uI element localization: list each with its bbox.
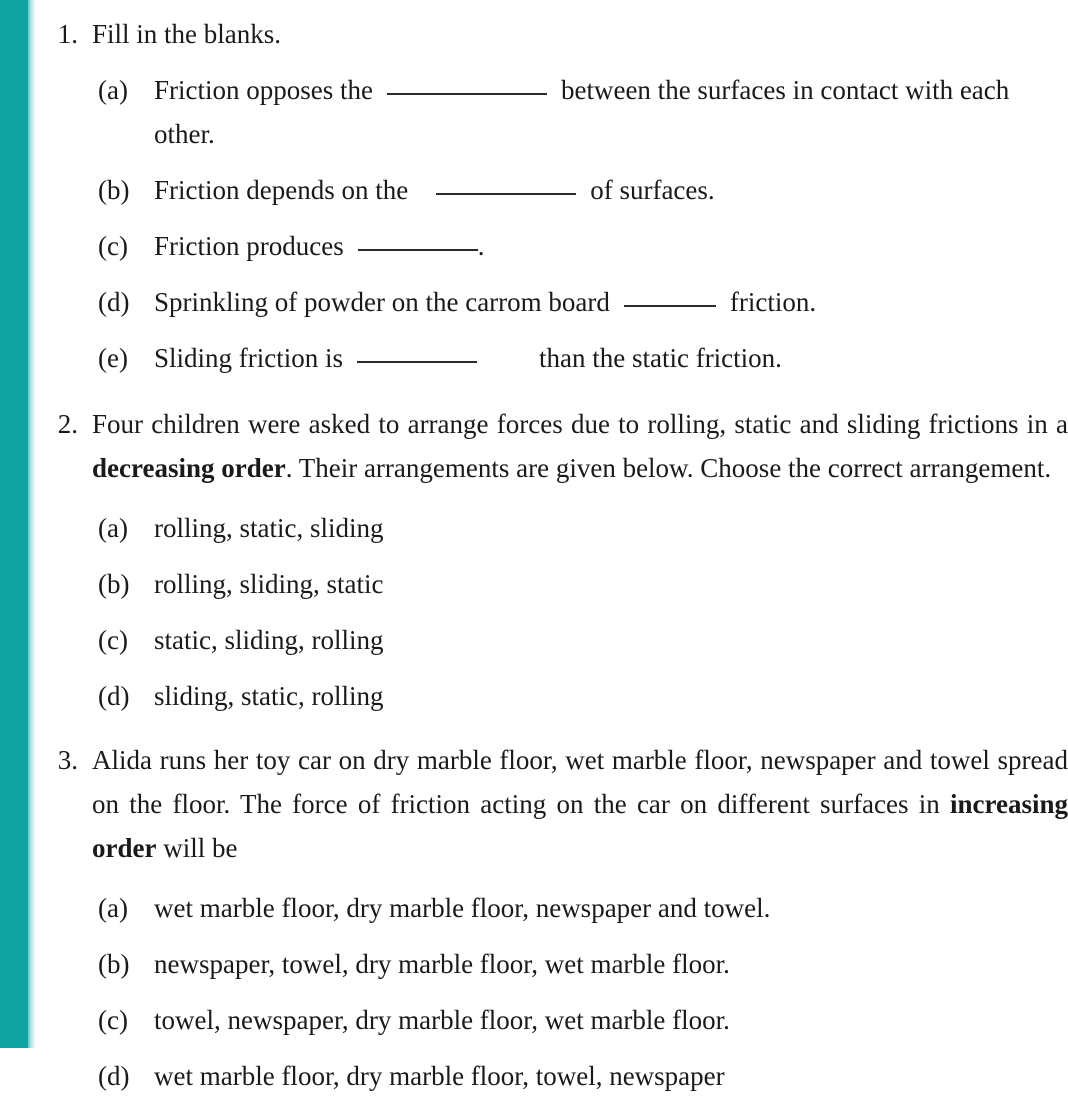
question-3-stem-emphasis: increasing order (92, 789, 1068, 863)
option-text: sliding, static, rolling (154, 681, 384, 711)
option-text (154, 168, 1068, 212)
option-letter: (d) (98, 1061, 130, 1091)
option-text: rolling, sliding, static (154, 569, 384, 599)
option-text: newspaper, towel, dry marble floor, wet marble floor. (154, 949, 730, 979)
question-2-stem-emphasis: decreasing order (92, 453, 286, 483)
question-1-body (92, 12, 1068, 380)
question-1-option-c[interactable] (92, 224, 1068, 268)
option-text: rolling, static, sliding (154, 513, 384, 543)
question-2-option-c[interactable] (92, 618, 1068, 662)
option-letter: (d) (98, 287, 130, 317)
option-letter: (b) (98, 569, 130, 599)
question-2 (36, 402, 1068, 718)
option-text: towel, newspaper, dry marble floor, wet marble floor. (154, 1005, 730, 1035)
page-accent-bar (0, 0, 28, 1048)
option-text (154, 336, 1068, 380)
option-d-text-before: Sprinkling of powder on the carrom board (154, 287, 610, 317)
option-text (154, 280, 1068, 324)
question-2-number: 2. (57, 409, 78, 439)
question-3-option-b[interactable] (92, 942, 1068, 986)
option-text (154, 224, 1068, 268)
question-1-stem: Fill in the blanks. (92, 19, 281, 49)
question-1-option-e[interactable] (92, 336, 1068, 380)
fill-blank[interactable] (387, 73, 547, 95)
option-c-text-before: Friction produces (154, 231, 344, 261)
question-3-body (92, 738, 1068, 1098)
option-b-text-before: Friction depends on the (154, 175, 409, 205)
option-letter: (c) (98, 625, 128, 655)
option-b-text-after: of surfaces. (590, 175, 715, 205)
question-3-number: 3. (57, 745, 78, 775)
option-d-text-after: friction. (729, 287, 817, 317)
option-c-text-after: . (477, 231, 485, 261)
question-2-stem (92, 402, 1068, 490)
option-a-text-before: Friction opposes the (154, 75, 373, 105)
option-letter: (a) (98, 893, 128, 923)
option-a-text-after: between the surfaces in contact with each other. (154, 75, 1010, 149)
question-1-options (92, 68, 1068, 380)
question-2-option-d[interactable] (92, 674, 1068, 718)
fill-blank[interactable] (357, 341, 477, 363)
option-letter: (b) (98, 175, 130, 205)
fill-blank[interactable] (624, 285, 716, 307)
question-2-option-a[interactable] (92, 506, 1068, 550)
option-letter: (b) (98, 949, 130, 979)
question-2-stem-part1: Four children were asked to arrange forces due to rolling, static and sliding frictions in a (92, 409, 1068, 439)
exercise-page (36, 0, 1068, 1091)
question-3-stem-part1: Alida runs her toy car on dry marble floor, wet marble floor, newspaper and towel spread on the floor. The force of friction acting on the car on different surfaces in (92, 745, 1068, 819)
option-letter: (c) (98, 231, 128, 261)
fill-blank[interactable] (358, 229, 478, 251)
question-1-option-d[interactable] (92, 280, 1068, 324)
option-letter: (c) (98, 1005, 128, 1035)
question-1-option-a[interactable] (92, 68, 1068, 156)
fill-blank[interactable] (436, 173, 576, 195)
question-1 (36, 12, 1068, 380)
option-e-text-after: than the static friction. (539, 343, 782, 373)
page-accent-bar-fade (28, 0, 36, 1048)
question-3 (36, 738, 1068, 1098)
question-3-option-d[interactable] (92, 1054, 1068, 1098)
question-2-options (92, 506, 1068, 718)
option-text: wet marble floor, dry marble floor, newspaper and towel. (154, 893, 771, 923)
question-1-number: 1. (57, 19, 78, 49)
option-text: static, sliding, rolling (154, 625, 384, 655)
option-text: wet marble floor, dry marble floor, towel, newspaper (154, 1061, 725, 1091)
option-letter: (a) (98, 513, 128, 543)
option-letter: (e) (98, 343, 128, 373)
question-3-options (92, 886, 1068, 1098)
question-3-option-a[interactable] (92, 886, 1068, 930)
question-3-option-c[interactable] (92, 998, 1068, 1042)
option-e-text-before: Sliding friction is (154, 343, 343, 373)
option-letter: (d) (98, 681, 130, 711)
question-2-stem-part2: . Their arrangements are given below. Choose the correct arrangement. (285, 453, 1052, 483)
question-2-body (92, 402, 1068, 718)
option-letter: (a) (98, 75, 128, 105)
option-text (154, 68, 1068, 156)
question-1-option-b[interactable] (92, 168, 1068, 212)
question-3-stem (92, 738, 1068, 870)
question-3-stem-part2: will be (156, 833, 238, 863)
question-2-option-b[interactable] (92, 562, 1068, 606)
